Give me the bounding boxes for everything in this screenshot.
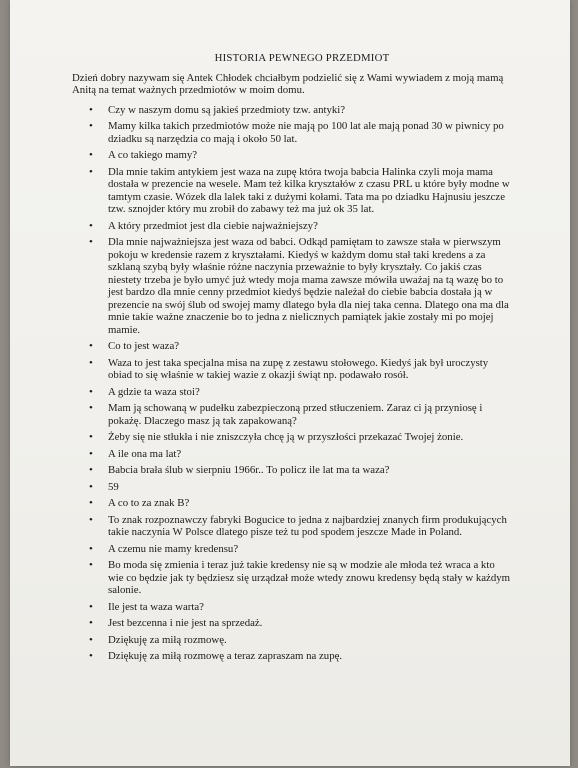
bullet-icon: • bbox=[89, 120, 93, 132]
list-item bbox=[72, 340, 512, 353]
list-item-text: Mamy kilka takich przedmiotów może nie mają po 100 lat ale mają ponad 30 w piwnicy po dziadku są narzędzia co mają i około 50 lat. bbox=[108, 120, 504, 145]
list-item-text: Dla mnie najważniejsza jest waza od babci. Odkąd pamiętam to zawsze stała w pierwszym pokoju w kredensie razem z kryształami. Kiedyś w każdym domu stał taki kredens a za szklaną szybą były właśnie różne naczynia przeważnie to były kryształy. Co jakiś czas niestety trzeba je było umyć już wtedy moja mama zawsze mówiła uważaj na tą wazę bo to jest bardzo dla mnie cenny przedmiot kiedyś będzie należał do ciebie babcia dostała ją w prezencie na swój ślub od swojej mamy dlatego była dla niej taka cenna. Dlatego ona ma dla mnie takie ważne znaczenie bo to jedna z nielicznych pamiątek jakie zostały mi po mojej mamie. bbox=[108, 236, 509, 336]
list-item-text: A który przedmiot jest dla ciebie najważniejszy? bbox=[108, 219, 318, 232]
list-item bbox=[72, 386, 512, 399]
bullet-icon: • bbox=[89, 542, 93, 555]
list-item-text: A gdzie ta waza stoi? bbox=[108, 385, 200, 398]
list-item bbox=[72, 481, 512, 494]
list-item-text: Jest bezcenna i nie jest na sprzedaż. bbox=[108, 617, 263, 629]
list-item bbox=[72, 104, 512, 117]
document-title: HISTORIA PEWNEGO PRZEDMIOT bbox=[214, 52, 390, 64]
list-item-text: A co to za znak B? bbox=[108, 497, 190, 509]
list-item bbox=[72, 166, 512, 216]
list-item-text: Mam ją schowaną w pudełku zabezpieczoną przed stłuczeniem. Zaraz ci ją przyniosę i pokażę. Dlaczego masz ją tak zapakowaną? bbox=[108, 402, 483, 427]
list-item bbox=[72, 431, 512, 444]
list-item bbox=[72, 617, 512, 630]
bullet-icon: • bbox=[89, 165, 93, 178]
list-item-text: A ile ona ma lat? bbox=[108, 447, 182, 460]
list-item-text: A czemu nie mamy kredensu? bbox=[108, 542, 239, 555]
bullet-icon: • bbox=[89, 559, 93, 571]
list-item-text: Waza to jest taka specjalna misa na zupę z zestawu stołowego. Kiedyś jak był uroczysty obiad to się właśnie w takiej wazie z okazji świąt np. podawało rosół. bbox=[108, 356, 489, 381]
list-item bbox=[72, 464, 512, 477]
list-item-text: A co takiego mamy? bbox=[108, 149, 198, 161]
list-item bbox=[72, 634, 512, 647]
bullet-icon: • bbox=[89, 385, 93, 398]
list-item bbox=[72, 402, 512, 427]
list-item-text: Co to jest waza? bbox=[108, 340, 180, 352]
list-item-text: 59 bbox=[108, 480, 119, 493]
list-item-text: To znak rozpoznawczy fabryki Bogucice to jedna z najbardziej znanych firm produkujących takie naczynia W Polsce dlatego pisze też tu pod spodem jeszcze Made in Poland. bbox=[108, 513, 507, 538]
list-item bbox=[72, 543, 512, 556]
list-item-text: Babcia brała ślub w sierpniu 1966r.. To policz ile lat ma ta waza? bbox=[108, 464, 390, 476]
list-item bbox=[72, 601, 512, 614]
list-item-text: Ile jest ta waza warta? bbox=[108, 600, 204, 613]
list-item-text: Żeby się nie stłukła i nie zniszczyła chcę ją w przyszłości przekazać Twojej żonie. bbox=[108, 431, 464, 443]
interview-list bbox=[72, 104, 512, 663]
list-item bbox=[72, 357, 512, 382]
list-item bbox=[72, 559, 512, 597]
list-item-text: Bo moda się zmienia i teraz już takie kredensy nie są w modzie ale młoda też wraca a kto wie co będzie jak ty będziesz się urządzał może wtedy znowu kredensy będą stały w każdym salonie. bbox=[108, 559, 511, 596]
bullet-icon: • bbox=[89, 650, 93, 662]
list-item bbox=[72, 149, 512, 162]
list-item-text: Dziękuję za miłą rozmowę a teraz zapraszam na zupę. bbox=[108, 650, 343, 662]
list-item-text: Dla mnie takim antykiem jest waza na zupę która twoja babcia Halinka czyli moja mama dostała w prezencie na wesele. Mam też kilka kryształów z czasu PRL u które były modne w tamtym czasie. Wózek dla lalek taki z dużymi kołami. Tata ma po dziadku Hajnusiu jeszcze tzw. sznojder który mu zrobił do zabawy też ma już ok 35 lat. bbox=[108, 165, 510, 215]
list-item bbox=[72, 220, 512, 233]
list-item-text: Czy w naszym domu są jakieś przedmioty tzw. antyki? bbox=[108, 103, 346, 116]
document-intro: Dzień dobry nazywam się Antek Chłodek chciałbym podzielić się z Wami wywiadem z moją mamą Anitą na temat ważnych przedmiotów w moim domu. bbox=[72, 71, 504, 96]
bullet-icon: • bbox=[89, 513, 93, 526]
bullet-icon: • bbox=[89, 480, 93, 493]
list-item bbox=[72, 120, 512, 145]
bullet-icon: • bbox=[89, 219, 93, 232]
paper-sheet bbox=[10, 0, 570, 766]
bullet-icon: • bbox=[89, 431, 93, 443]
bullet-icon: • bbox=[89, 464, 93, 476]
bullet-icon: • bbox=[89, 402, 93, 414]
bullet-icon: • bbox=[89, 497, 93, 509]
bullet-icon: • bbox=[89, 617, 93, 629]
bullet-icon: • bbox=[89, 447, 93, 460]
bullet-icon: • bbox=[89, 103, 93, 116]
list-item bbox=[72, 448, 512, 461]
bullet-icon: • bbox=[89, 149, 93, 161]
bullet-icon: • bbox=[89, 600, 93, 613]
list-item-text: Dziękuję za miłą rozmowę. bbox=[108, 633, 227, 646]
list-item bbox=[72, 514, 512, 539]
document-body bbox=[72, 52, 512, 667]
bullet-icon: • bbox=[89, 340, 93, 352]
bullet-icon: • bbox=[89, 236, 93, 248]
list-item bbox=[72, 650, 512, 663]
list-item bbox=[72, 497, 512, 510]
list-item bbox=[72, 236, 512, 336]
bullet-icon: • bbox=[89, 356, 93, 369]
bullet-icon: • bbox=[89, 633, 93, 646]
